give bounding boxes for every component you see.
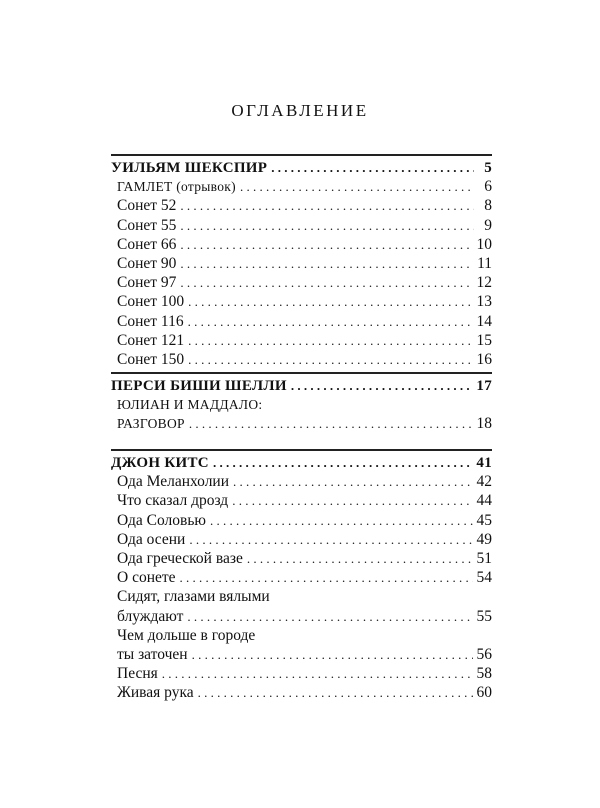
toc-entry [111,216,492,235]
toc-entry [111,587,492,606]
page-number: 5 [484,160,492,176]
entry-title: О сонете [117,569,176,587]
page-number: 60 [476,684,492,702]
entry-title: Сонет 52 [117,197,177,215]
toc-entry [111,549,492,568]
entry-title: Что сказал дрозд [117,492,229,510]
page-number: 12 [476,274,492,292]
entry-title: ЮЛИАН И МАДДАЛО: [117,397,263,413]
page-number: 45 [476,511,492,529]
dot-leader [187,607,472,626]
toc-entry [111,395,492,414]
dot-leader [198,683,473,702]
toc-entry [111,312,492,331]
toc-author-entry [111,453,492,472]
page-number: 9 [484,216,492,234]
dot-leader [180,196,474,215]
toc-author-entry [111,376,492,395]
author-name: ДЖОН КИТС [111,455,209,471]
page-number: 13 [476,293,492,311]
toc-entry [111,235,492,254]
entry-title: Чем дольше в городе [117,626,256,644]
page-number: 14 [476,312,492,330]
toc-section-shelley [111,376,492,434]
toc-entry [111,196,492,215]
entry-title: Сонет 97 [117,274,177,292]
page-number: 42 [476,473,492,491]
page-number: 56 [476,645,492,663]
entry-title: ты заточен [117,645,188,663]
page-number: 11 [477,254,492,272]
dot-leader [247,549,473,568]
entry-title: РАЗГОВОР [117,416,185,432]
entry-title: Сонет 116 [117,312,184,330]
page-number: 15 [476,331,492,349]
toc-entry [111,491,492,510]
dot-leader [188,312,473,331]
page-number: 10 [476,235,492,253]
entry-title: блуждают [117,607,184,625]
page-number: 18 [476,415,492,433]
page-number: 49 [476,530,492,548]
page-number: 8 [484,197,492,215]
dot-leader [180,216,474,235]
page-number: 41 [476,455,492,471]
toc-entry [111,530,492,549]
entry-title: Сидят, глазами вялыми [117,588,270,606]
section-divider [111,449,492,451]
toc-entry [111,350,492,369]
toc-entry [111,331,492,350]
section-divider [111,154,492,156]
page-number: 58 [476,665,492,683]
entry-title: Ода Соловью [117,511,206,529]
author-name: УИЛЬЯМ ШЕКСПИР [111,160,268,176]
dot-leader [180,254,473,273]
entry-title: ГАМЛЕТ (отрывок) [117,179,236,195]
toc-entry [111,607,492,626]
page-number: 17 [476,378,492,394]
toc-section-shakespeare [111,158,492,369]
toc-section-keats [111,453,492,702]
dot-leader [192,645,473,664]
dot-leader [232,491,472,510]
page-title: ОГЛАВЛЕНИЕ [231,101,369,120]
toc-entry [111,292,492,311]
dot-leader [162,664,473,683]
toc-entry [111,472,492,491]
entry-title: Сонет 66 [117,235,177,253]
dot-leader [188,292,472,311]
page-number: 51 [476,549,492,567]
page-number: 16 [476,350,492,368]
entry-title: Песня [117,665,158,683]
toc-entry [111,664,492,683]
entry-title: Ода осени [117,530,186,548]
entry-title: Сонет 100 [117,293,185,311]
dot-leader [233,472,472,491]
entry-title: Сонет 55 [117,216,177,234]
dot-leader [188,331,472,350]
page-number: 55 [476,607,492,625]
page-number: 6 [484,178,492,196]
toc-entry [111,645,492,664]
dot-leader [240,177,474,196]
dot-leader [189,414,473,433]
dot-leader [210,511,473,530]
entry-title: Ода Меланхолии [117,473,230,491]
toc-entry [111,511,492,530]
section-divider [111,372,492,374]
toc-entry [111,254,492,273]
toc-author-entry [111,158,492,177]
dot-leader [189,530,472,549]
page-number: 44 [476,492,492,510]
dot-leader [180,568,473,587]
toc-entry [111,177,492,196]
dot-leader [180,273,472,292]
page-number: 54 [476,569,492,587]
dot-leader [271,158,474,177]
entry-title: Сонет 150 [117,350,185,368]
entry-title: Живая рука [117,684,194,702]
toc-entry [111,626,492,645]
toc-entry [111,273,492,292]
author-name: ПЕРСИ БИШИ ШЕЛЛИ [111,378,287,394]
dot-leader [213,453,472,472]
toc-entry [111,414,492,433]
entry-title: Сонет 90 [117,254,177,272]
toc-entry [111,683,492,702]
dot-leader [180,235,472,254]
dot-leader [188,350,472,369]
toc-entry [111,568,492,587]
entry-title: Ода греческой вазе [117,549,243,567]
dot-leader [291,376,473,395]
entry-title: Сонет 121 [117,331,185,349]
